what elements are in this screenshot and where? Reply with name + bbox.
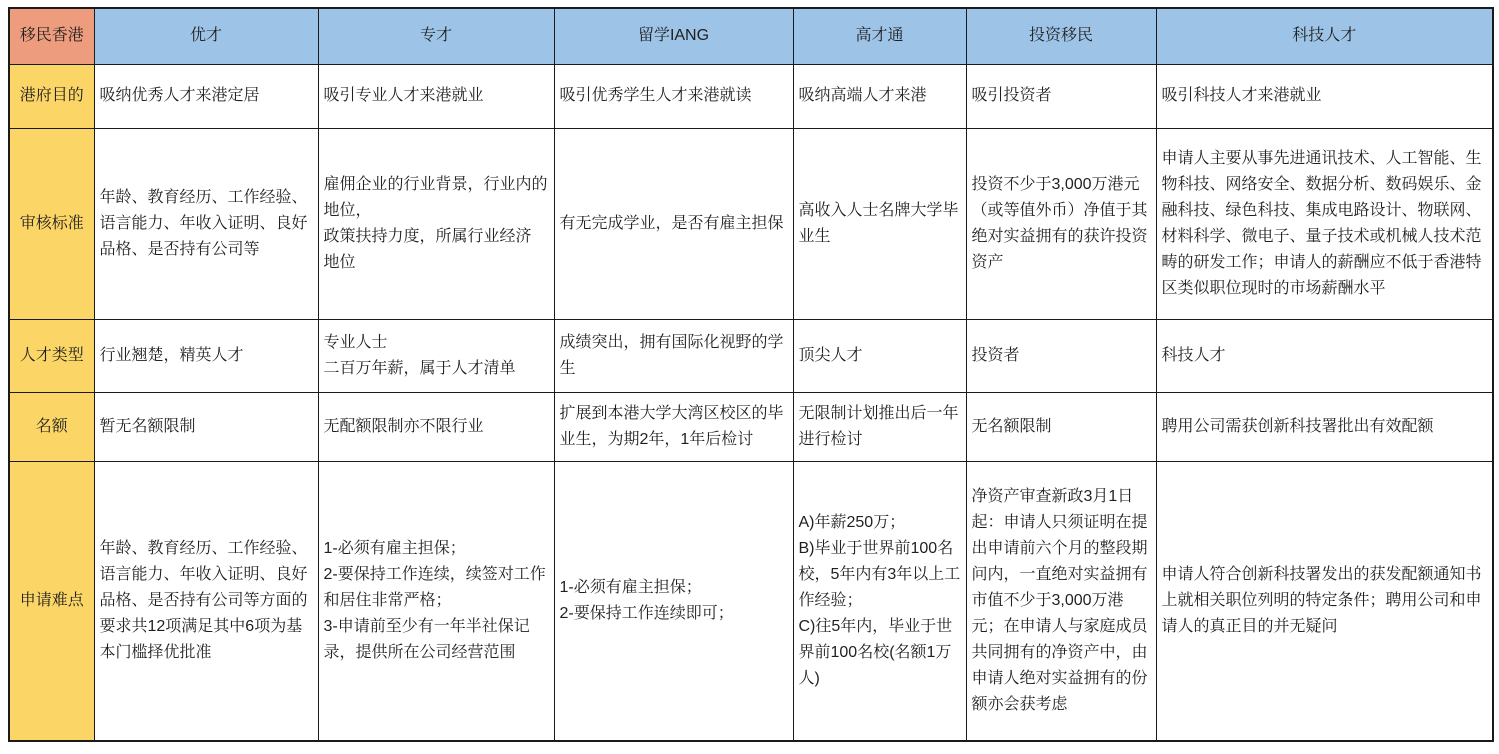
- row-header: 港府目的: [9, 64, 94, 128]
- cell: 扩展到本港大学大湾区校区的毕业生，为期2年，1年后检讨: [554, 392, 793, 461]
- table-row: [9, 319, 1493, 392]
- cell: 有无完成学业，是否有雇主担保: [554, 128, 793, 319]
- cell: 成绩突出，拥有国际化视野的学生: [554, 319, 793, 392]
- cell: 暂无名额限制: [94, 392, 318, 461]
- cell: 年龄、教育经历、工作经验、语言能力、年收入证明、良好品格、是否持有公司等方面的要求共12项满足其中6项为基本门槛择优批准: [94, 461, 318, 741]
- cell: 申请人主要从事先进通讯技术、人工智能、生物科技、网络安全、数据分析、数码娱乐、金融科技、绿色科技、集成电路设计、物联网、材料科学、微电子、量子技术或机械人技术范畴的研发工作；申请人的薪酬应不低于香港特区类似职位现时的市场薪酬水平: [1156, 128, 1493, 319]
- column-header-1: 优才: [94, 8, 318, 64]
- cell: 吸纳优秀人才来港定居: [94, 64, 318, 128]
- table-body: [9, 64, 1493, 741]
- cell: 无限制计划推出后一年进行检讨: [793, 392, 966, 461]
- cell: 净资产审查新政3月1日起：申请人只须证明在提出申请前六个月的整段期问内，一直绝对实益拥有市值不少于3,000万港元；在申请人与家庭成员共同拥有的净资产中，由申请人绝对实益拥有的份额亦会获考虑: [966, 461, 1156, 741]
- table-row: [9, 461, 1493, 741]
- cell: 申请人符合创新科技署发出的获发配额通知书上就相关职位列明的特定条件；聘用公司和申请人的真正目的并无疑问: [1156, 461, 1493, 741]
- row-header: 审核标准: [9, 128, 94, 319]
- row-header: 申请难点: [9, 461, 94, 741]
- cell: 吸引科技人才来港就业: [1156, 64, 1493, 128]
- row-header: 人才类型: [9, 319, 94, 392]
- cell: 聘用公司需获创新科技署批出有效配额: [1156, 392, 1493, 461]
- table-row: [9, 128, 1493, 319]
- cell: 吸引专业人才来港就业: [318, 64, 554, 128]
- column-header-4: 高才通: [793, 8, 966, 64]
- corner-cell: 移民香港: [9, 8, 94, 64]
- table-row: [9, 392, 1493, 461]
- cell: 投资不少于3,000万港元（或等值外币）净值于其绝对实益拥有的获许投资资产: [966, 128, 1156, 319]
- cell: 无配额限制亦不限行业: [318, 392, 554, 461]
- cell: 1-必须有雇主担保； 2-要保持工作连续，续签对工作和居住非常严格； 3-申请前至少有一年半社保记录，提供所在公司经营范围: [318, 461, 554, 741]
- comparison-table: [8, 7, 1494, 742]
- cell: 无名额限制: [966, 392, 1156, 461]
- cell: 1-必须有雇主担保； 2-要保持工作连续即可；: [554, 461, 793, 741]
- cell: 高收入人士名牌大学毕业生: [793, 128, 966, 319]
- cell: 科技人才: [1156, 319, 1493, 392]
- cell: 年龄、教育经历、工作经验、语言能力、年收入证明、良好品格、是否持有公司等: [94, 128, 318, 319]
- cell: 吸引投资者: [966, 64, 1156, 128]
- cell: 吸纳高端人才来港: [793, 64, 966, 128]
- row-header: 名额: [9, 392, 94, 461]
- cell: 吸引优秀学生人才来港就读: [554, 64, 793, 128]
- column-header-2: 专才: [318, 8, 554, 64]
- cell: A)年薪250万； B)毕业于世界前100名校，5年内有3年以上工作经验； C)往5年内，毕业于世界前100名校(名额1万人): [793, 461, 966, 741]
- cell: 行业翘楚，精英人才: [94, 319, 318, 392]
- header-row: [9, 8, 1493, 64]
- cell: 顶尖人才: [793, 319, 966, 392]
- column-header-6: 科技人才: [1156, 8, 1493, 64]
- cell: 专业人士 二百万年薪，属于人才清单: [318, 319, 554, 392]
- column-header-3: 留学IANG: [554, 8, 793, 64]
- cell: 投资者: [966, 319, 1156, 392]
- column-header-5: 投资移民: [966, 8, 1156, 64]
- cell: 雇佣企业的行业背景，行业内的地位， 政策扶持力度，所属行业经济 地位: [318, 128, 554, 319]
- table-row: [9, 64, 1493, 128]
